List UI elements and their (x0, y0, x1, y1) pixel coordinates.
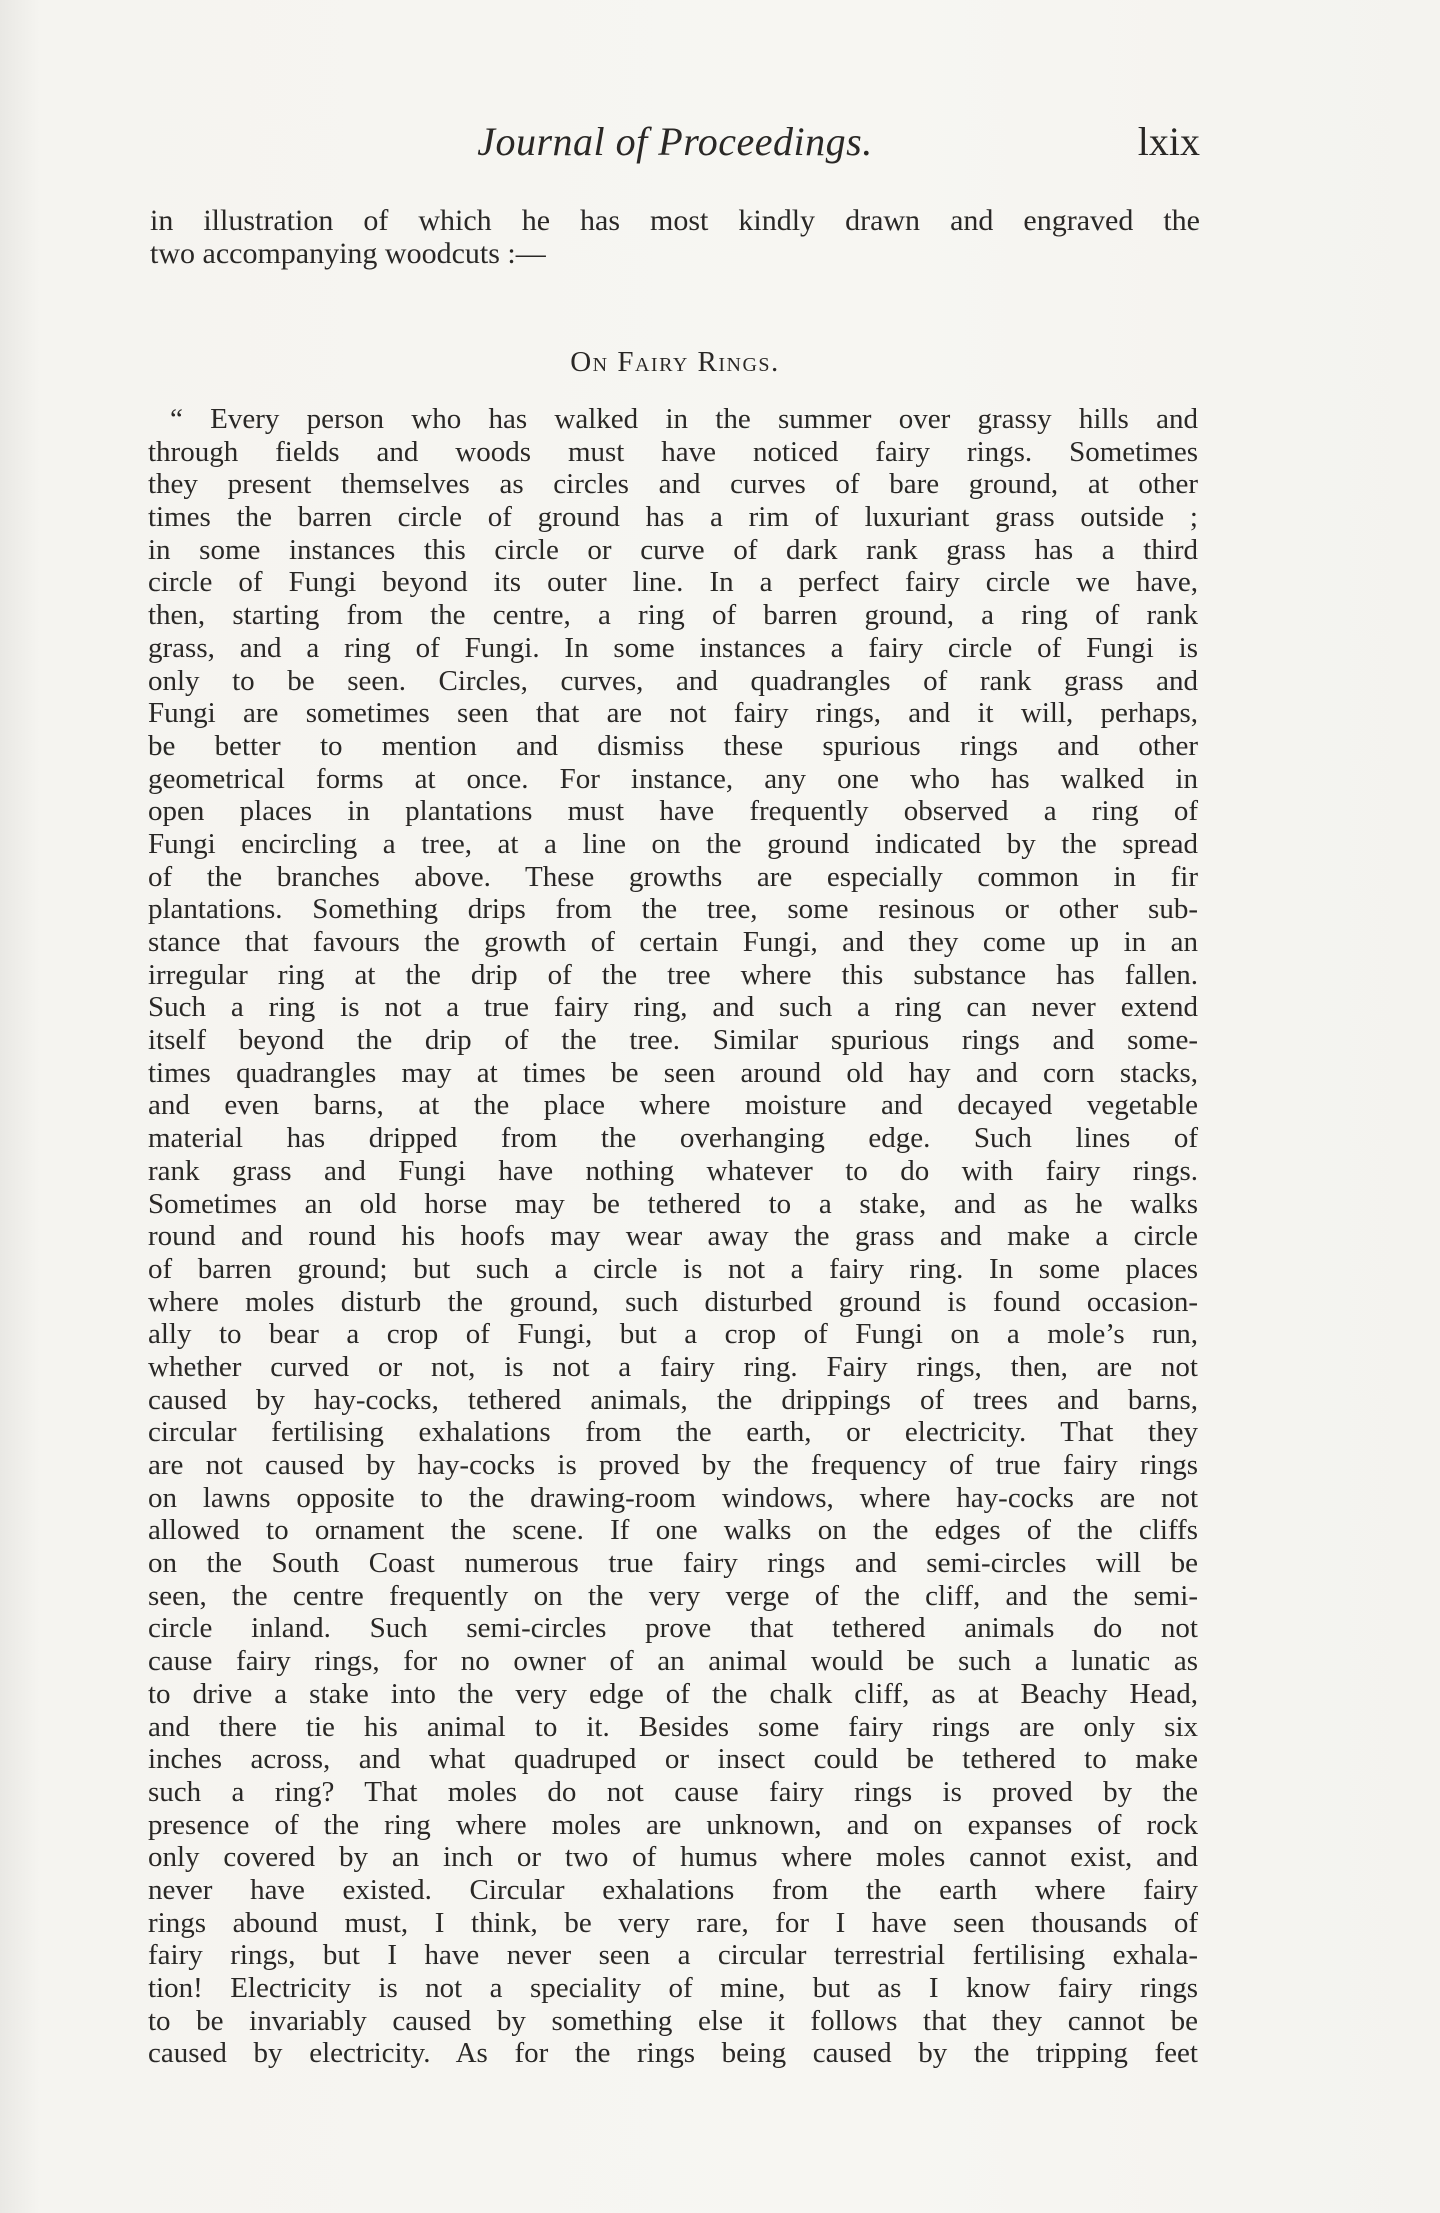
body-line: rank grass and Fungi have nothing whatever to do with fairy rings. (148, 1154, 1198, 1187)
body-line: presence of the ring where moles are unknown, and on expanses of rock (148, 1808, 1198, 1841)
body-line: inches across, and what quadruped or insect could be tethered to make (148, 1743, 1198, 1776)
body-line: to be invariably caused by something else it follows that they cannot be (148, 2004, 1198, 2037)
intro-paragraph (150, 204, 1200, 269)
body-line: only to be seen. Circles, curves, and quadrangles of rank grass and (148, 664, 1198, 697)
body-line: and there tie his animal to it. Besides some fairy rings are only six (148, 1710, 1198, 1743)
body-line: such a ring? That moles do not cause fairy rings is proved by the (148, 1775, 1198, 1808)
body-line: they present themselves as circles and curves of bare ground, at other (148, 468, 1198, 501)
body-line: grass, and a ring of Fungi. In some instances a fairy circle of Fungi is (148, 631, 1198, 664)
body-line: tion! Electricity is not a speciality of mine, but as I know fairy rings (148, 1972, 1198, 2004)
body-line: where moles disturb the ground, such disturbed ground is found occasion- (148, 1285, 1198, 1318)
body-line: be better to mention and dismiss these spurious rings and other (148, 729, 1198, 762)
body-line: then, starting from the centre, a ring of barren ground, a ring of rank (148, 599, 1198, 632)
body-line: material has dripped from the overhanging edge. Such lines of (148, 1122, 1198, 1155)
body-line: are not caused by hay-cocks is proved by the frequency of true fairy rings (148, 1449, 1198, 1481)
body-line: fairy rings, but I have never seen a circular terrestrial fertilising exhala- (148, 1939, 1198, 1972)
body-line: circle of Fungi beyond its outer line. In a perfect fairy circle we have, (148, 566, 1198, 599)
body-line: seen, the centre frequently on the very verge of the cliff, and the semi- (148, 1579, 1198, 1612)
body-line: irregular ring at the drip of the tree where this substance has fallen. (148, 958, 1198, 991)
body-line: whether curved or not, is not a fairy ring. Fairy rings, then, are not (148, 1350, 1198, 1383)
page-header (150, 118, 1200, 168)
body-line: Fungi are sometimes seen that are not fairy rings, and it will, perhaps, (148, 697, 1198, 730)
body-line: never have existed. Circular exhalations from the earth where fairy (148, 1873, 1198, 1906)
running-title: Journal of Proceedings. (477, 119, 873, 164)
section-heading: On Fairy Rings. (570, 346, 780, 378)
body-line: caused by hay-cocks, tethered animals, the drippings of trees and barns, (148, 1383, 1198, 1416)
body-line: circular fertilising exhalations from the earth, or electricity. That they (148, 1416, 1198, 1449)
body-line: open places in plantations must have frequently observed a ring of (148, 795, 1198, 828)
body-line: round and round his hoofs may wear away the grass and make a circle (148, 1220, 1198, 1253)
body-line: allowed to ornament the scene. If one walks on the edges of the cliffs (148, 1514, 1198, 1547)
body-line: only covered by an inch or two of humus where moles cannot exist, and (148, 1841, 1198, 1874)
body-line: times the barren circle of ground has a rim of luxuriant grass outside ; (148, 501, 1198, 534)
body-line: stance that favours the growth of certain Fungi, and they come up in an (148, 926, 1198, 958)
body-line: itself beyond the drip of the tree. Similar spurious rings and some- (148, 1024, 1198, 1057)
body-line: through fields and woods must have noticed fairy rings. Sometimes (148, 435, 1198, 468)
body-line: ally to bear a crop of Fungi, but a crop of Fungi on a mole’s run, (148, 1318, 1198, 1351)
body-line: Sometimes an old horse may be tethered to a stake, and as he walks (148, 1187, 1198, 1220)
body-line: times quadrangles may at times be seen around old hay and corn stacks, (148, 1056, 1198, 1089)
body-line: “ Every person who has walked in the summer over grassy hills and (170, 403, 1198, 435)
body-line: to drive a stake into the very edge of the chalk cliff, as at Beachy Head, (148, 1677, 1198, 1710)
body-line: in some instances this circle or curve of dark rank grass has a third (148, 533, 1198, 566)
body-line: Such a ring is not a true fairy ring, and such a ring can never extend (148, 991, 1198, 1024)
intro-line: in illustration of which he has most kindly drawn and engraved the (150, 204, 1200, 237)
body-paragraph (148, 403, 1198, 2070)
body-line: and even barns, at the place where moisture and decayed vegetable (148, 1089, 1198, 1122)
page-number: lxix (1137, 119, 1200, 164)
body-line: geometrical forms at once. For instance, any one who has walked in (148, 762, 1198, 795)
body-line: rings abound must, I think, be very rare, for I have seen thousands of (148, 1906, 1198, 1939)
body-line: plantations. Something drips from the tree, some resinous or other sub- (148, 893, 1198, 926)
body-line: of the branches above. These growths are especially common in fir (148, 860, 1198, 893)
body-line: on lawns opposite to the drawing-room windows, where hay-cocks are not (148, 1481, 1198, 1514)
intro-line: two accompanying woodcuts :— (150, 236, 546, 270)
body-line: caused by electricity. As for the rings being caused by the tripping feet (148, 2037, 1198, 2070)
body-line: Fungi encircling a tree, at a line on the ground indicated by the spread (148, 827, 1198, 860)
body-line: of barren ground; but such a circle is not a fairy ring. In some places (148, 1252, 1198, 1285)
body-line: cause fairy rings, for no owner of an animal would be such a lunatic as (148, 1645, 1198, 1678)
body-line: circle inland. Such semi-circles prove that tethered animals do not (148, 1612, 1198, 1645)
body-line: on the South Coast numerous true fairy rings and semi-circles will be (148, 1547, 1198, 1580)
